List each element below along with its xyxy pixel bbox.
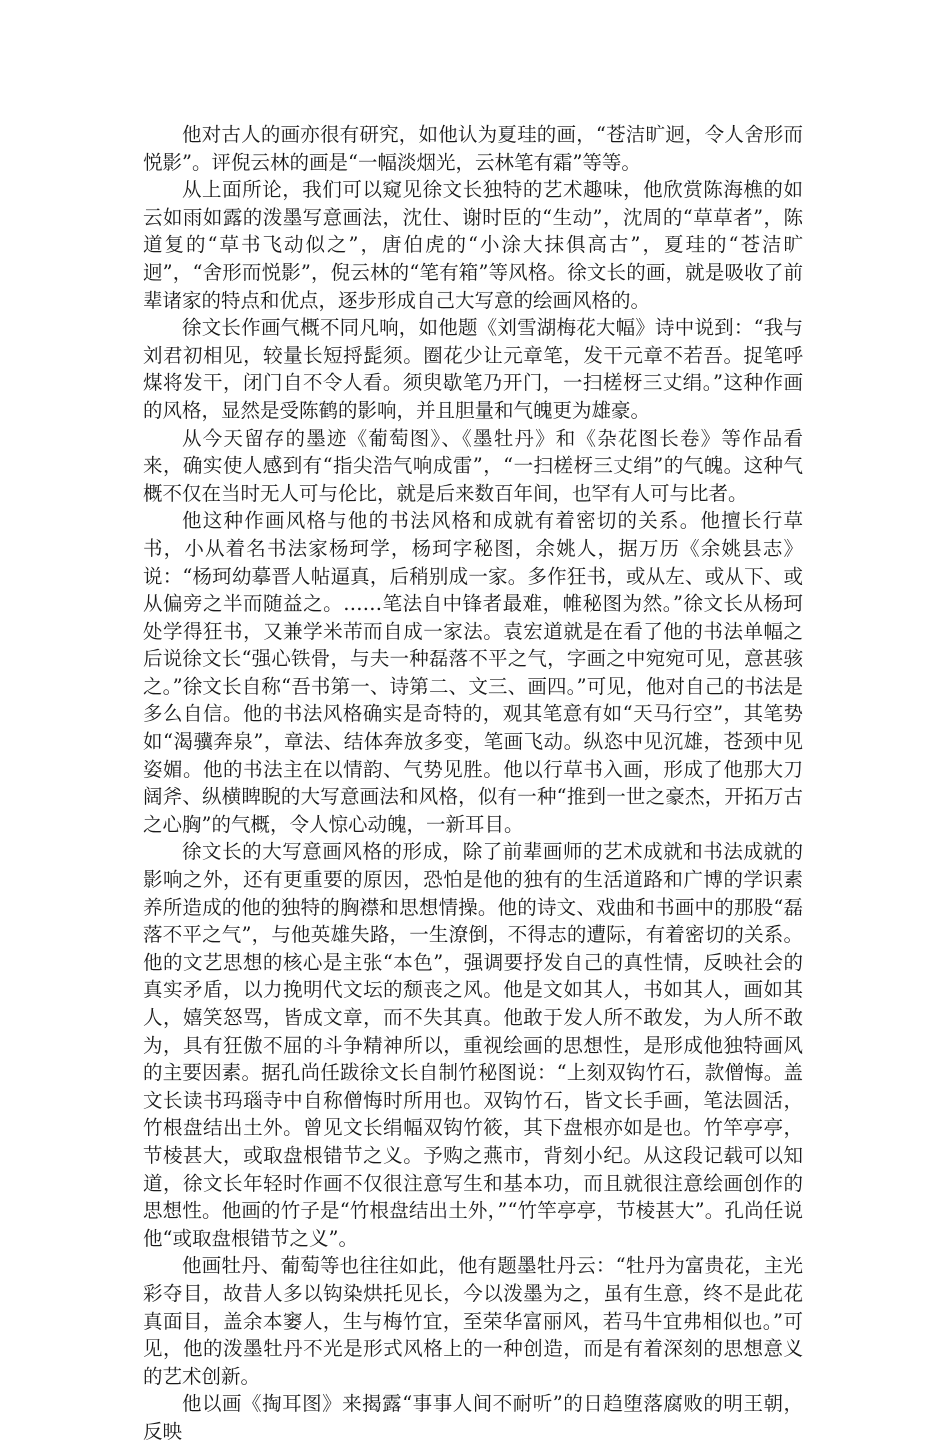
paragraph: 他对古人的画亦很有研究，如他认为夏珪的画，“苍洁旷迥，令人舍形而悦影”。评倪云林的画是“一幅淡烟光，云林笔有霜”等等。 — [143, 123, 803, 174]
document-body — [143, 121, 803, 1446]
paragraph: 从上面所论，我们可以窥见徐文长独特的艺术趣味，他欣赏陈海樵的如云如雨如露的泼墨写意画法，沈仕、谢时臣的“生动”，沈周的“草草者”，陈道复的“草书飞动似之”，唐伯虎的“小涂大抹俱高古”，夏珪的“苍洁旷迥”，“舍形而悦影”，倪云林的“笔有箱”等风格。徐文长的画，就是吸收了前辈诸家的特点和优点，逐步形成自己大写意的绘画风格的。 — [143, 178, 803, 312]
paragraph: 从今天留存的墨迹《葡萄图》、《墨牡丹》和《杂花图长卷》等作品看来，确实使人感到有“指尖浩气响成雷”，“一扫槎枒三丈绢”的气魄。这种气概不仅在当时无人可与伦比，就是后来数百年间，也罕有人可与比者。 — [143, 426, 803, 505]
paragraph: 徐文长的大写意画风格的形成，除了前辈画师的艺术成就和书法成就的影响之外，还有更重要的原因，恐怕是他的独有的生活道路和广博的学识素养所造成的他的独特的胸襟和思想情操。他的诗文、戏曲和书画中的那股“磊落不平之气”，与他英雄失路，一生潦倒，不得志的遭际，有着密切的关系。他的文艺思想的核心是主张“本色”，强调要抒发自己的真性情，反映社会的真实矛盾，以力挽明代文坛的颓丧之风。他是文如其人，书如其人，画如其人，嬉笑怒骂，皆成文章，而不失其真。他敢于发人所不敢发，为人所不敢为，具有狂傲不屈的斗争精神所以，重视绘画的思想性，是形成他独特画风的主要因素。据孔尚任跋徐文长自制竹秘图说：“上刻双钩竹石，款僧悔。盖文长读书玛瑙寺中自称僧悔时所用也。双钩竹石，皆文长手画，笔法圆活，竹根盘结出土外。曾见文长绢幅双钩竹筱，其下盘根亦如是也。竹竿亭亭，节棱甚大，或取盘根错节之义。予购之燕市，背刻小纪。从这段记载可以知道，徐文长年轻时作画不仅很注意写生和基本功，而且就很注意绘画创作的思想性。他画的竹子是“竹根盘结出土外，”“竹竿亭亭，节棱甚大”。孔尚任说他“或取盘根错节之义”。 — [143, 840, 803, 1250]
paragraph: 他以画《掏耳图》来揭露“事事人间不耐听”的日趋堕落腐败的明王朝，反映 — [143, 1392, 803, 1443]
paragraph: 徐文长作画气概不同凡响，如他题《刘雪湖梅花大幅》诗中说到：“我与刘君初相见，较量长短捋髭须。圈花少让元章笔，发干元章不若吾。捉笔呼煤将发干，闭门自不令人看。须臾歇笔乃开门，一扫槎枒三丈绢。”这种作画的风格，显然是受陈鹤的影响，并且胆量和气魄更为雄豪。 — [143, 316, 803, 422]
paragraph: 他这种作画风格与他的书法风格和成就有着密切的关系。他擅长行草书，小从着名书法家杨珂学，杨珂字秘图，余姚人，据万历《余姚县志》说：“杨珂幼摹晋人帖逼真，后稍别成一家。多作狂书，或从左、或从下、或从偏旁之半而随益之。……笔法自中锋者最难，帷秘图为然。”徐文长从杨珂处学得狂书，又兼学米芾而自成一家法。袁宏道就是在看了他的书法单幅之后说徐文长“强心铁骨，与夫一种磊落不平之气，字画之中宛宛可见，意甚骇之。”徐文长自称“吾书第一、诗第二、文三、画四。”可见，他对自己的书法是多么自信。他的书法风格确实是奇特的，观其笔意有如“天马行空”，其笔势如“渴骥奔泉”，章法、结体奔放多变，笔画飞动。纵恣中见沉雄，苍颈中见姿媚。他的书法主在以情韵、气势见胜。他以行草书入画，形成了他那大刀阔斧、纵横睥睨的大写意画法和风格，似有一种“推到一世之豪杰，开拓万古之心胸”的气概，令人惊心动魄，一新耳目。 — [143, 509, 803, 836]
paragraph: 他画牡丹、葡萄等也往往如此，他有题墨牡丹云：“牡丹为富贵花，主光彩夺目，故昔人多以钩染烘托见长，今以泼墨为之，虽有生意，终不是此花真面目，盖余本窭人，生与梅竹宜，至荣华富丽风，若马牛宜弗相似也。”可见，他的泼墨牡丹不光是形式风格上的一种创造，而是有着深刻的思想意义的艺术创新。 — [143, 1254, 803, 1388]
